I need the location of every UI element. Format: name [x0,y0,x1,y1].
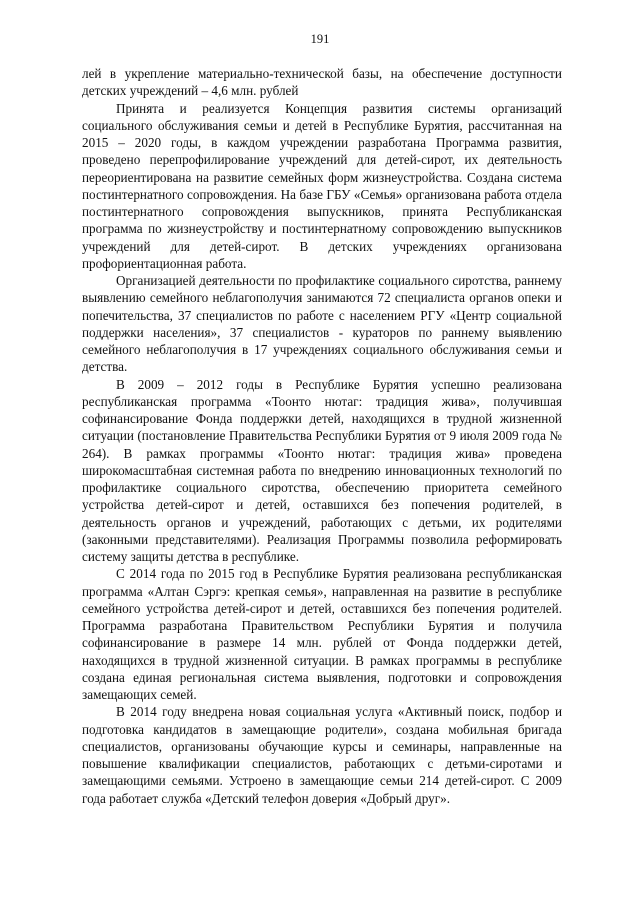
paragraph-continuation: лей в укрепление материально-технической базы, на обеспечение доступности детских учреждений – 4,6 млн. рублей [82,66,562,99]
paragraph-toonto-program: В 2009 – 2012 годы в Республике Бурятия успешно реализована республиканская программа «Тоонто нютаг: традиция жива», получившая софинансирование Фонда поддержки детей, находящихся в трудной жизненной ситуации (постановление Правительства Республики Бурятия от 9 июля 2009 года № 264). В рамках программы «Тоонто нютаг: традиция жива» проведена широкомасштабная системная работа по внедрению инновационных технологий по профилактике социального сиротства, обеспечению приоритета семейного устройства детей-сирот и детей, оставшихся без попечения родителей, в деятельность органов и учреждений, работающих с детьми, их родителями (законными представителями). Реализация Программы позволила реформировать систему защиты детства в республике. [82,376,562,564]
paragraph-prevention: Организацией деятельности по профилактике социального сиротства, раннему выявлению семейного неблагополучия занимаются 72 специалиста органов опеки и попечительства, 37 специалистов по работе с населением РГУ «Центр социальной поддержки населения», 37 специалистов - кураторов по раннему выявлению семейного неблагополучия в 17 учреждениях социального обслуживания семьи и детства. [82,273,562,375]
paragraph-altan-serge-program: С 2014 года по 2015 год в Республике Бурятия реализована республиканская программа «Алтан Сэргэ: крепкая семья», направленная на развитие в республике семейного устройства детей-сирот и детей, оставшихся без попечения родителей. Программа разработана Правительством Республики Бурятия и получила софинансирование в размере 14 млн. рублей от Фонда поддержки детей, находящихся в трудной жизненной ситуации. В рамках программы в республике создана единая региональная система выявления, подготовки и сопровождения замещающих семей. [82,566,562,702]
paragraph-concept: Принята и реализуется Концепция развития системы организаций социального обслуживания семьи и детей в Республике Бурятия, рассчитанная на 2015 – 2020 годы, в каждом учреждении разработана Программа развития, проведено перепрофилирование учреждений для детей-сирот, их деятельность переориентирована на развитие семейных форм жизнеустройства. Создана система постинтернатного сопровождения. На базе ГБУ «Семья» организована работа отдела постинтернатного сопровождения выпускников, принята Республиканская программа по жизнеустройству и постинтернатному сопровождению выпускников учреждений для детей-сирот. В детских учреждениях организована профориентационная работа. [82,100,562,271]
paragraph-new-service: В 2014 году внедрена новая социальная услуга «Активный поиск, подбор и подготовка кандидатов в замещающие родители», создана мобильная бригада специалистов, организованы обучающие курсы и семинары, направленные на повышение квалификации специалистов, работающих с детьми-сиротами и замещающими семьями. Устроено в замещающие семьи 214 детей-сирот. С 2009 года работает служба «Детский телефон доверия «Добрый друг». [82,704,562,806]
body-text [82,65,562,807]
page-number: 191 [310,32,330,46]
